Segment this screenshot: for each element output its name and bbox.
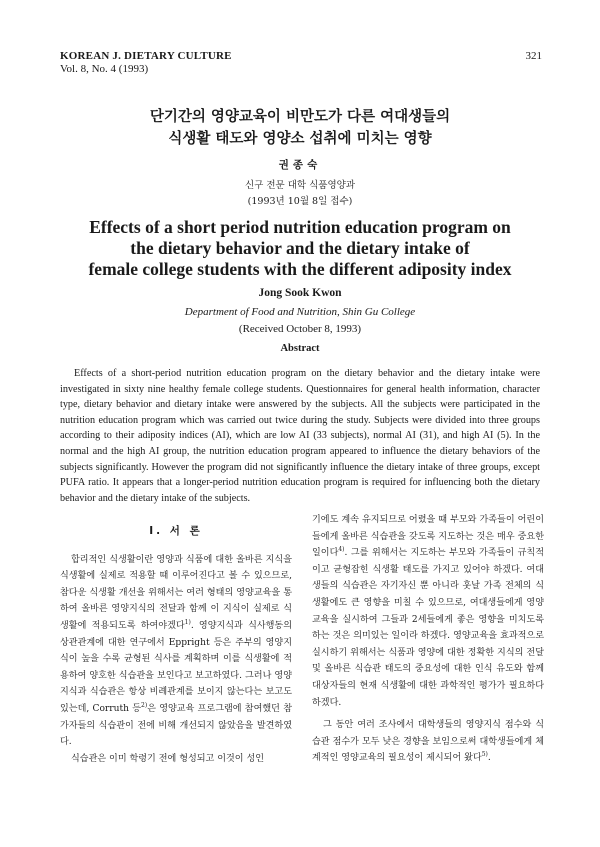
page-number: 321 — [525, 50, 542, 62]
korean-title-line: 단기간의 영양교육이 비만도가 다른 여대생들의 — [149, 109, 451, 125]
korean-affiliation-block — [40, 178, 560, 210]
english-received-date: (Received October 8, 1993) — [238, 323, 362, 335]
journal-header — [60, 50, 360, 76]
journal-volume: Vol. 8, No. 4 (1993) — [60, 63, 149, 75]
body-column-left — [60, 515, 292, 767]
body-paragraph — [312, 717, 544, 767]
body-text: . 그를 위해서는 지도하는 부모와 가족들이 규칙적이고 균형잡힌 식생활 태도를 가지고 있어야 하겠다. 여대생들의 식습관은 자기자신 뿐 아니라 훗날 가족 전체의 식생활에도 큰 영향을 미칠 수 있으므로, 여대생들에게 영양교육을 실시하여 그들과 2세들에게 좋은 영향을 미치도록 하는 것은 의미있는 일이라 하겠다. 영양교육을 효과적으로 실시하기 위해서는 식품과 영양에 대한 정확한 지식의 전달 및 올바른 식습관 태도의 중요성에 대한 인식 유도와 함께 대상자들의 현재 식생활에 대한 과학적인 평가가 필요하다 하겠다. — [312, 548, 544, 708]
body-column-right — [312, 512, 544, 767]
korean-affiliation: 신구 전문 대학 식품영양과 — [244, 180, 355, 191]
citation-ref: 5) — [481, 751, 488, 759]
body-text: 합리적인 식생활이란 영양과 식품에 대한 올바른 지식을 식생활에 실제로 적용할 때 이루어진다고 볼 수 있으므로, 참다운 식생활 개선을 위해서는 여러 형태의 영양교육을 통하여 올바른 영양지식의 전달과 함께 이 지식이 실제로 식생활에 적용되도록 하여야겠다 — [60, 554, 292, 631]
english-affiliation-block — [40, 304, 560, 338]
body-text: . 영양지식과 식사행동의 상관관계에 대한 연구에서 Eppright 등은 주부의 영양지식이 높을 수록 균형된 식사를 계획하며 이를 식생활에 적용하여 양호한 식습관을 보인다고 보고하였다. 그러나 영양지식과 식습관은 항상 비례관계를 보이지 않는다는 보고도 있는데, Corruth 등 — [60, 620, 292, 714]
body-paragraph — [312, 512, 544, 711]
citation-ref: 4) — [338, 546, 345, 554]
korean-received-date: (1993년 10월 8일 접수) — [247, 196, 353, 207]
english-title — [40, 217, 560, 280]
korean-title — [40, 106, 560, 150]
english-author: Jong Sook Kwon — [258, 287, 342, 299]
korean-title-line: 식생활 태도와 영양소 섭취에 미치는 영향 — [168, 131, 432, 147]
abstract-text: Effects of a short-period nutrition education program on the dietary behavior and the dietary intake were investigated in sixty nine healthy female college students. Questionnaires for general health information, character type, dietary behavior and dietary intake were answered by the subjects. All the subjects were participated in the nutrition education program which was carried out twice during the study. Subjects were divided into three groups according to their adiposity indices (AI), which are low AI (33 subjects), normal AI (31), and high AI (5). In the normal and the high AI group, the nutrition education program appeared to influence the dietary behaviors of the subjects significantly. However the program did not significantly influence the dietary intake of three groups, except PUFA ratio. It appears that a longer-period nutrition education program is required for influencing both the dietary behavior and the dietary intake of the subjects. — [60, 368, 540, 504]
english-title-line: the dietary behavior and the dietary intake of — [130, 238, 470, 258]
body-text: 은 영양교육 프로그램에 참여했던 참가자들의 식습관이 전에 비해 개선되지 않았음을 발견하였다. — [60, 703, 292, 748]
english-title-line: female college students with the different adiposity index — [88, 259, 512, 279]
citation-ref: 2) — [141, 701, 148, 709]
abstract-heading: Abstract — [280, 343, 320, 354]
body-text: 기에도 계속 유지되므로 어렸을 때 부모와 가족들이 어린이들에게 올바른 식습관을 갖도록 지도하는 것은 매우 중요한 일이다 — [312, 515, 544, 559]
body-paragraph — [60, 552, 292, 751]
body-paragraph: 식습관은 이미 학령기 전에 형성되고 이것이 성인 — [71, 753, 265, 764]
body-text: 그 동안 여러 조사에서 대학생들의 영양지식 점수와 식습관 점수가 모두 낮은 경향을 보임으로써 대학생들에게 체계적인 영양교육의 필요성이 제시되어 왔다 — [312, 720, 544, 764]
journal-name: KOREAN J. DIETARY CULTURE — [60, 50, 232, 62]
english-department: Department of Food and Nutrition, Shin Gu College — [184, 306, 416, 318]
section-heading-introduction: I. 서 론 — [149, 525, 203, 537]
citation-ref: 1) — [184, 618, 191, 626]
body-text: . — [487, 753, 491, 764]
english-title-line: Effects of a short period nutrition education program on — [89, 217, 511, 237]
korean-author: 권종숙 — [278, 159, 322, 171]
